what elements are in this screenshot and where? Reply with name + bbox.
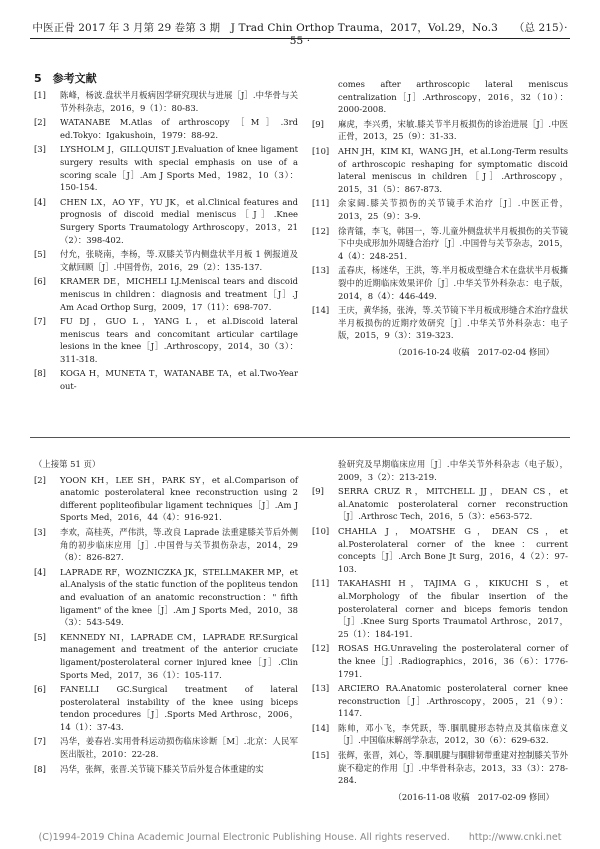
reference-number: [1] <box>34 90 46 100</box>
received-dates: （2016-11-08 收稿 2017-02-09 修回） <box>393 791 554 802</box>
reference-number: [7] <box>34 736 46 747</box>
reference-number: [9] <box>312 118 324 129</box>
reference-item <box>312 485 568 523</box>
reference-item <box>34 566 298 629</box>
reference-text: WATANABE M.Atlas of arthroscopy［M］.3rd ed.Tokyo：Igakushoin，1979：88-92. <box>60 117 298 140</box>
reference-item <box>34 631 298 681</box>
reference-text: FU DJ，GUO L，YANG L，et al.Discoid lateral meniscus tears and concomitant articular cartilage lesions in the knee［J］.Arthroscopy，2014，30（3）：311-318. <box>60 316 298 364</box>
reference-continuation: comes after arthroscopic lateral meniscus centralization［J］.Arthroscopy，2016，32（10）：2000-2008. <box>338 79 568 115</box>
reference-item <box>312 577 568 640</box>
reference-text: KENNEDY NI，LAPRADE CM，LAPRADE RF.Surgical management and treatment of the anterior cruciate ligament/posterolateral corner injured knee［J］.Clin Sports Med，2017，36（1）：105-117. <box>60 631 298 680</box>
reference-item <box>34 143 298 193</box>
top-left-reference-list <box>34 89 298 393</box>
reference-item <box>312 118 568 143</box>
reference-text: 徐青镭，李飞，韩国一，等.儿童外侧盘状半月板损伤的关节镜下中央成形加外周缝合治疗［J］.中国骨与关节杂志，2015，4（4）：248-251. <box>338 225 568 261</box>
reference-text: ROSAS HG.Unraveling the posterolateral corner of the knee［J］.Radiographics，2016，36（6）：1776-1791. <box>338 643 568 679</box>
reference-number: [2] <box>34 474 46 485</box>
reference-text: KRAMER DE，MICHELI LJ.Meniscal tears and discoid meniscus in children：diagnosis and treatment［J］.J Am Acad Orthop Surg，2009，17（11）：698-707. <box>60 276 298 312</box>
received-dates: （2016-10-24 收稿 2017-02-04 修回） <box>393 346 554 357</box>
header-rule <box>30 38 570 39</box>
reference-number: [11] <box>312 578 330 589</box>
reference-number: [13] <box>312 265 330 276</box>
references-heading: 5 参考文献 <box>34 72 97 85</box>
reference-number: [3] <box>34 526 46 537</box>
reference-number: [5] <box>34 249 46 260</box>
reference-number: [10] <box>312 145 330 156</box>
top-right-column <box>312 78 568 358</box>
reference-number: [13] <box>312 683 330 694</box>
reference-item <box>312 197 568 222</box>
reference-number: [3] <box>34 144 46 155</box>
reference-text: ARCIERO RA.Anatomic posterolateral corner knee reconstruction［J］.Arthroscopy，2005，21（9）：1147. <box>338 683 568 719</box>
reference-item <box>34 763 298 776</box>
reference-text: FANELLI GC.Surgical treatment of lateral posterolateral instability of the knee using biceps tendon procedures［J］.Sports Med Arthrosc，2006，14（1）：37-43. <box>60 684 298 732</box>
reference-item <box>312 304 568 342</box>
reference-continuation: 验研究及早期临床应用［J］.中华关节外科杂志（电子版），2009，3（2）：213-219. <box>338 459 568 482</box>
reference-item <box>34 367 298 392</box>
reference-number: [5] <box>34 631 46 642</box>
reference-number: [11] <box>312 198 330 209</box>
running-header: 中医正骨 2017 年 3 月第 29 卷第 3 期 J Trad Chin Orthop Trauma，2017，Vol.29，No.3 （总 215）· 55 · <box>32 22 568 47</box>
reference-text: 麻虎，李兴勇，宋敏.膝关节半月板损伤的诊治进展［J］.中医正骨，2013，25（9）：31-33. <box>338 118 568 142</box>
reference-item <box>34 315 298 365</box>
reference-number: [8] <box>34 763 46 774</box>
reference-item <box>34 248 298 273</box>
reference-text: 陈帅，邓小飞，李凭跃，等.腘肌腱形态特点及其临床意义［J］.中国临床解剖学杂志，2012，30（6）：629-632. <box>338 722 568 746</box>
reference-number: [2] <box>34 117 46 128</box>
reference-number: [4] <box>34 566 46 577</box>
reference-number: [8] <box>34 368 46 379</box>
reference-number: [12] <box>312 225 330 236</box>
reference-text: YOON KH，LEE SH，PARK SY，et al.Comparison of anatomic posterolateral knee reconstruction using 2 different popliteofibular ligament techniques［J］.Am J Sports Med，2016，44（4）：916-921. <box>60 474 298 523</box>
reference-text: AHN JH，KIM KI，WANG JH，et al.Long-Term results of arthroscopic reshaping for symptomatic discoid lateral meniscus in children［J］.Arthroscopy，2015，31（5）：867-873. <box>338 145 568 194</box>
top-right-reference-list <box>312 118 568 342</box>
reference-item <box>34 116 298 141</box>
reference-item <box>312 749 568 787</box>
reference-text: TAKAHASHI H，TAJIMA G，KIKUCHI S，et al.Morphology of the fibular insertion of the posterolateral corner and biceps femoris tendon［J］.Knee Surg Sports Traumatol Arthrosc，2017，25（1）：184-191. <box>338 578 568 639</box>
reference-item <box>34 275 298 313</box>
reference-number: [14] <box>312 722 330 733</box>
reference-item <box>312 145 568 195</box>
reference-text: CHEN LX，AO YF，YU JK，et al.Clinical features and prognosis of discoid medial meniscus［J］.Knee Surgery Sports Traumatology Arthroscopy，2013，21（2）：398-402. <box>60 196 298 245</box>
reference-number: [6] <box>34 276 46 287</box>
bottom-left-column <box>34 458 298 777</box>
reference-text: LYSHOLM J，GILLQUIST J.Evaluation of knee ligament surgery results with special emphasis on use of a scoring scale［J］.Am J Sports Med，1982，10（3）：150-154. <box>60 144 298 193</box>
top-left-column <box>34 72 298 395</box>
reference-text: 孟春庆，杨迷华，王洪，等.半月板成型缝合术在盘状半月板撕裂中的近期临床效果评价［J］.中华关节外科杂志：电子版，2014，8（4）：446-449. <box>338 265 568 301</box>
reference-item <box>312 722 568 747</box>
reference-number: [14] <box>312 305 330 316</box>
reference-item <box>34 735 298 760</box>
reference-text: 张辉，张晋，刘心，等.腘肌腱与腘腓韧带重建对控制膝关节外旋不稳定的作用［J］.中华骨科杂志，2013，33（3）：278-284. <box>338 750 568 786</box>
reference-text: 李欢，高桂英，严伟洪，等.改良 Laprade 法重建膝关节后外侧角的初步临床应用［J］.中国骨与关节损伤杂志，2014，29（8）：826-827. <box>60 526 298 563</box>
copyright-footer: (C)1994-2019 China Academic Journal Electronic Publishing House. All rights reserved. http://www.cnki.net <box>38 832 562 843</box>
bottom-right-column <box>312 458 568 803</box>
reference-number: [9] <box>312 486 324 497</box>
reference-number: [7] <box>34 316 46 327</box>
reference-item <box>312 642 568 680</box>
reference-item <box>34 474 298 524</box>
reference-text: LAPRADE RF，WOZNICZKA JK，STELLMAKER MP，et al.Analysis of the static function of the popliteus tendon and evaluation of an anatomic reconstruction：" fifth ligament" of the knee［J］.Am J Sports Med，2010，38（3）：543-549. <box>60 566 298 628</box>
reference-text: 陈峰，杨波.盘状半月板病因学研究现状与进展［J］.中华骨与关节外科杂志，2016，9（1）：80-83. <box>60 90 298 113</box>
continued-note: （上接第 51 页） <box>34 459 101 469</box>
reference-number: [4] <box>34 196 46 207</box>
reference-number: [10] <box>312 525 330 536</box>
bottom-right-reference-list <box>312 485 568 787</box>
bottom-left-reference-list <box>34 474 298 776</box>
reference-number: [12] <box>312 643 330 654</box>
reference-item <box>34 683 298 733</box>
section-divider <box>30 437 570 438</box>
reference-item <box>34 196 298 246</box>
reference-text: SERRA CRUZ R，MITCHELL JJ，DEAN CS，et al.Anatomic posterolateral corner reconstruction［J］.Arthrosc Tech，2016，5（3）：e563-572. <box>338 486 568 522</box>
reference-item <box>312 525 568 575</box>
reference-item <box>34 89 298 114</box>
reference-text: 冯华，姜春岩.实用骨科运动损伤临床诊断［M］.北京：人民军医出版社，2010：22-28. <box>60 736 298 760</box>
reference-number: [6] <box>34 684 46 695</box>
reference-number: [15] <box>312 750 330 761</box>
reference-item <box>312 225 568 263</box>
reference-item <box>34 526 298 564</box>
reference-item <box>312 682 568 720</box>
reference-item <box>312 264 568 302</box>
reference-text: 余家阔.膝关节损伤的关节镜手术治疗［J］.中医正骨，2013，25（9）：3-9. <box>338 198 568 221</box>
reference-text: 付允，张晓南，李杨，等.双膝关节内侧盘状半月板 1 例报道及文献回顾［J］.中国骨伤，2016，29（2）：135-137. <box>60 249 298 272</box>
reference-text: 冯华，张辉，张晋.关节镜下膝关节后外复合体重建的实 <box>60 763 264 774</box>
reference-text: KOGA H，MUNETA T，WATANABE TA，et al.Two-Year out- <box>60 368 298 392</box>
reference-text: 王庆，黄华扬，张涛，等.关节镜下半月板成形缝合术治疗盘状半月板损伤的近期疗效研究［J］.中华关节外科杂志：电子版，2015，9（3）：319-323. <box>338 305 568 341</box>
reference-text: CHAHLA J，MOATSHE G，DEAN CS，et al.Posterolateral corner of the knee：current concepts［J］.Arch Bone Jt Surg，2016，4（2）：97-103. <box>338 525 568 574</box>
